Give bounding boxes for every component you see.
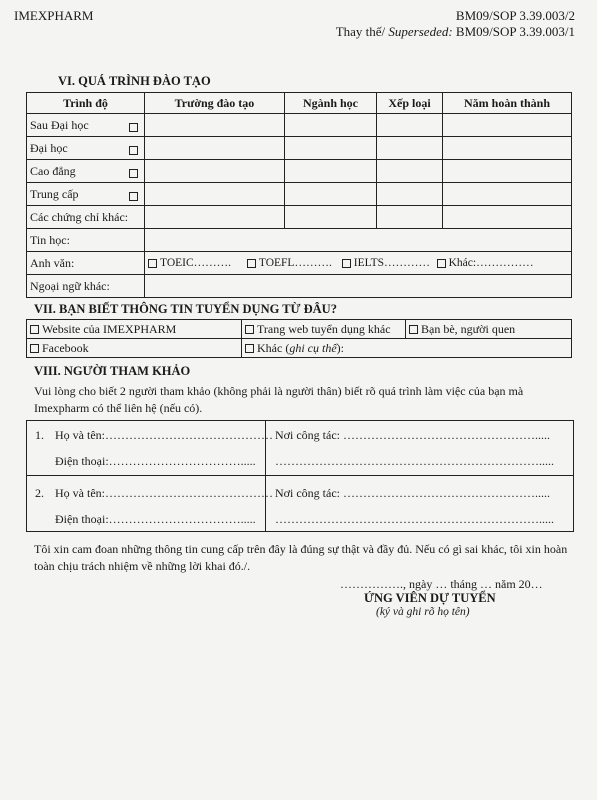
other-english-checkbox[interactable]	[437, 259, 446, 268]
signer-title: ỨNG VIÊN DỰ TUYỂN	[364, 591, 496, 605]
grade-cell[interactable]	[377, 137, 443, 160]
grade-cell[interactable]	[377, 114, 443, 137]
facebook-label: Facebook	[42, 340, 89, 355]
references-table	[26, 420, 574, 532]
toefl-label: TOEFL……….	[258, 257, 332, 269]
grade-cell[interactable]	[377, 206, 443, 229]
website-label: Website của IMEXPHARM	[42, 321, 177, 336]
source-option[interactable]	[242, 320, 406, 339]
foreign-language-label: Ngoại ngữ khác:	[27, 275, 145, 298]
col-level: Trình độ	[27, 93, 145, 114]
school-cell[interactable]	[145, 160, 285, 183]
level-checkbox[interactable]	[129, 169, 138, 178]
education-header-row	[27, 93, 572, 114]
school-cell[interactable]	[145, 137, 285, 160]
source-row	[27, 320, 572, 339]
grade-cell[interactable]	[377, 160, 443, 183]
reference-2-name[interactable]: Họ và tên:……………………………………	[55, 486, 273, 500]
company-name: IMEXPHARM	[14, 8, 94, 23]
col-major: Ngành học	[285, 93, 377, 114]
year-cell[interactable]	[443, 206, 572, 229]
col-school: Trường đào tạo	[145, 93, 285, 114]
computer-field[interactable]	[145, 229, 572, 252]
ielts-label: IELTS…………	[353, 257, 430, 269]
other-source-suffix: ):	[336, 340, 344, 355]
major-cell[interactable]	[285, 183, 377, 206]
level-label: Sau Đại học	[30, 117, 89, 132]
date-line: ……………., ngày … tháng … năm 20…	[340, 577, 543, 591]
education-table	[26, 92, 572, 298]
declaration-text: Tôi xin cam đoan những thông tin cung cấp trên đây là đúng sự thật và đầy đủ. Nếu có gì sai khác, tôi xin hoàn toàn chịu trách nhiệm về những lời khai đó./.	[34, 542, 568, 573]
source-table	[26, 319, 572, 358]
education-row	[27, 137, 572, 160]
friends-checkbox[interactable]	[409, 325, 418, 334]
other-source-checkbox[interactable]	[245, 344, 254, 353]
reference-1-number: 1.	[35, 428, 44, 442]
year-cell[interactable]	[443, 137, 572, 160]
job-site-label: Trang web tuyển dụng khác	[257, 321, 391, 336]
other-english-label: Khác:……………	[448, 257, 534, 269]
source-option[interactable]	[242, 339, 572, 358]
form-code: BM09/SOP 3.39.003/2	[455, 8, 575, 23]
source-option[interactable]	[406, 320, 572, 339]
toeic-label: TOEIC……….	[160, 257, 232, 269]
major-cell[interactable]	[285, 137, 377, 160]
level-cell	[27, 183, 145, 206]
references-intro: Vui lòng cho biết 2 người tham khảo (không phải là người thân) biết rõ quá trình làm việc của bạn mà Imexpharm có thể liên hệ (nếu có).	[34, 384, 524, 415]
level-checkbox[interactable]	[129, 123, 138, 132]
reference-2-number: 2.	[35, 486, 44, 500]
source-row	[27, 339, 572, 358]
computer-label: Tin học:	[27, 229, 145, 252]
year-cell[interactable]	[443, 183, 572, 206]
superseded-label: Superseded:	[388, 24, 453, 39]
reference-2-phone[interactable]: Điện thoại:…………………………….....	[55, 512, 256, 526]
level-label: Cao đẳng	[30, 163, 76, 178]
col-grade: Xếp loại	[377, 93, 443, 114]
level-cell	[27, 137, 145, 160]
level-cell	[27, 160, 145, 183]
other-source-hint: ghi cụ thể	[289, 340, 337, 355]
reference-1-company-line2[interactable]: ………………………………………………………….....	[275, 454, 554, 468]
level-checkbox[interactable]	[129, 192, 138, 201]
references-row-divider	[27, 475, 573, 476]
ielts-checkbox[interactable]	[342, 259, 351, 268]
superseded-line	[336, 24, 575, 40]
reference-1-name[interactable]: Họ và tên:……………………………………	[55, 428, 273, 442]
year-cell[interactable]	[443, 114, 572, 137]
education-row	[27, 114, 572, 137]
english-row	[27, 252, 572, 275]
major-cell[interactable]	[285, 114, 377, 137]
job-site-checkbox[interactable]	[245, 325, 254, 334]
source-title: VII. BẠN BIẾT THÔNG TIN TUYỂN DỤNG TỪ ĐÂU?	[34, 302, 337, 316]
foreign-language-field[interactable]	[145, 275, 572, 298]
signer-note: (ký và ghi rõ họ tên)	[376, 606, 470, 618]
col-year: Năm hoàn thành	[443, 93, 572, 114]
education-row	[27, 160, 572, 183]
major-cell[interactable]	[285, 160, 377, 183]
superseded-prefix: Thay thế/	[335, 24, 386, 39]
facebook-checkbox[interactable]	[30, 344, 39, 353]
certificates-label: Các chứng chỉ khác:	[27, 206, 145, 229]
grade-cell[interactable]	[377, 183, 443, 206]
level-cell	[27, 114, 145, 137]
school-cell[interactable]	[145, 114, 285, 137]
reference-1-phone[interactable]: Điện thoại:…………………………….....	[55, 454, 256, 468]
source-option[interactable]	[27, 339, 242, 358]
english-label: Anh văn:	[27, 252, 145, 275]
reference-1-company[interactable]: Nơi công tác: ………………………………………….....	[275, 428, 550, 442]
level-label: Đại học	[30, 140, 68, 155]
other-source-prefix: Khác (	[257, 340, 290, 355]
reference-2-company[interactable]: Nơi công tác: ………………………………………….....	[275, 486, 550, 500]
friends-label: Bạn bè, người quen	[421, 321, 516, 336]
year-cell[interactable]	[443, 160, 572, 183]
level-checkbox[interactable]	[129, 146, 138, 155]
toefl-checkbox[interactable]	[247, 259, 256, 268]
website-checkbox[interactable]	[30, 325, 39, 334]
computer-row	[27, 229, 572, 252]
education-row	[27, 183, 572, 206]
certificates-row	[27, 206, 572, 229]
education-title: VI. QUÁ TRÌNH ĐÀO TẠO	[58, 74, 211, 88]
major-cell[interactable]	[285, 206, 377, 229]
superseded-code: BM09/SOP 3.39.003/1	[455, 24, 575, 39]
english-options	[145, 252, 572, 275]
source-option[interactable]	[27, 320, 242, 339]
references-title: VIII. NGƯỜI THAM KHẢO	[34, 364, 191, 378]
toeic-checkbox[interactable]	[148, 259, 157, 268]
foreign-language-row	[27, 275, 572, 298]
school-cell[interactable]	[145, 183, 285, 206]
level-label: Trung cấp	[30, 186, 79, 201]
school-cell[interactable]	[145, 206, 285, 229]
reference-2-company-line2[interactable]: ………………………………………………………….....	[275, 512, 554, 526]
